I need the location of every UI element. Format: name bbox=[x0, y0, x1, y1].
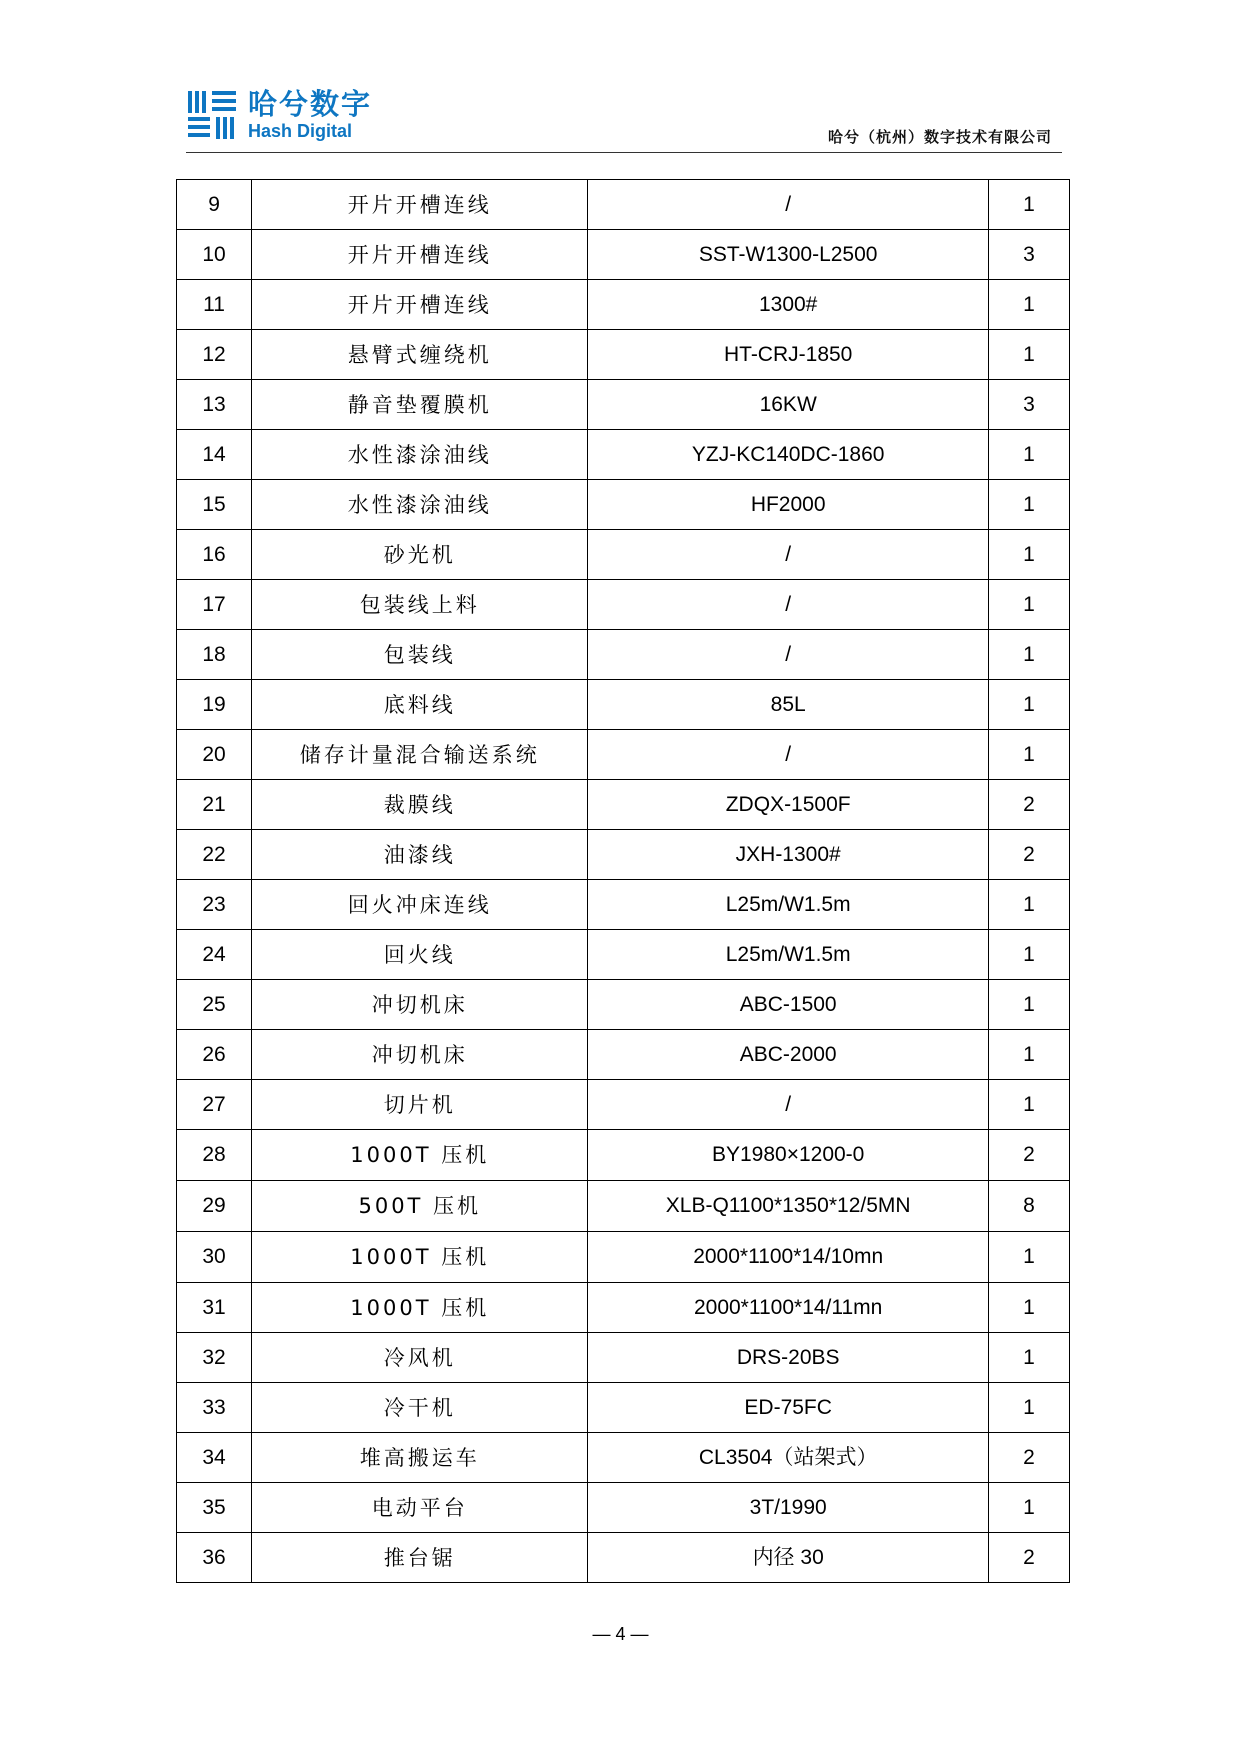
row-number-cell: 12 bbox=[177, 330, 252, 380]
equipment-name-cell: 包装线上料 bbox=[252, 580, 588, 630]
row-number-cell: 29 bbox=[177, 1181, 252, 1232]
equipment-name-cell: 冲切机床 bbox=[252, 980, 588, 1030]
row-number-cell: 13 bbox=[177, 380, 252, 430]
equipment-model-cell: ZDQX-1500F bbox=[588, 780, 988, 830]
row-number-cell: 33 bbox=[177, 1383, 252, 1433]
row-number-cell: 10 bbox=[177, 230, 252, 280]
equipment-name-cell: 冷干机 bbox=[252, 1383, 588, 1433]
equipment-model-cell: ABC-1500 bbox=[588, 980, 988, 1030]
equipment-quantity-cell: 1 bbox=[988, 180, 1069, 230]
equipment-name-cell: 回火冲床连线 bbox=[252, 880, 588, 930]
equipment-quantity-cell: 1 bbox=[988, 1333, 1069, 1383]
equipment-model-cell: BY1980×1200-0 bbox=[588, 1130, 988, 1181]
equipment-model-cell: L25m/W1.5m bbox=[588, 930, 988, 980]
equipment-model-cell: / bbox=[588, 530, 988, 580]
equipment-quantity-cell: 1 bbox=[988, 280, 1069, 330]
equipment-model-cell: HF2000 bbox=[588, 480, 988, 530]
equipment-model-cell: DRS-20BS bbox=[588, 1333, 988, 1383]
equipment-quantity-cell: 1 bbox=[988, 880, 1069, 930]
equipment-model-cell: / bbox=[588, 180, 988, 230]
equipment-name-cell: 包装线 bbox=[252, 630, 588, 680]
equipment-quantity-cell: 1 bbox=[988, 580, 1069, 630]
equipment-quantity-cell: 2 bbox=[988, 830, 1069, 880]
equipment-model-cell: 3T/1990 bbox=[588, 1483, 988, 1533]
table-row bbox=[177, 530, 1070, 580]
table-row bbox=[177, 930, 1070, 980]
row-number-cell: 11 bbox=[177, 280, 252, 330]
equipment-model-cell: 1300# bbox=[588, 280, 988, 330]
equipment-quantity-cell: 2 bbox=[988, 1533, 1069, 1583]
equipment-quantity-cell: 1 bbox=[988, 730, 1069, 780]
table-row bbox=[177, 1533, 1070, 1583]
table-row bbox=[177, 1030, 1070, 1080]
table-row bbox=[177, 1130, 1070, 1181]
row-number-cell: 15 bbox=[177, 480, 252, 530]
row-number-cell: 36 bbox=[177, 1533, 252, 1583]
table-row bbox=[177, 630, 1070, 680]
table-row bbox=[177, 880, 1070, 930]
equipment-name-cell: 裁膜线 bbox=[252, 780, 588, 830]
equipment-quantity-cell: 1 bbox=[988, 1483, 1069, 1533]
row-number-cell: 9 bbox=[177, 180, 252, 230]
equipment-quantity-cell: 2 bbox=[988, 1130, 1069, 1181]
table-row bbox=[177, 1080, 1070, 1130]
row-number-cell: 24 bbox=[177, 930, 252, 980]
equipment-quantity-cell: 1 bbox=[988, 430, 1069, 480]
equipment-model-cell: 内径 30 bbox=[588, 1533, 988, 1583]
equipment-model-cell: CL3504（站架式） bbox=[588, 1433, 988, 1483]
equipment-model-cell: HT-CRJ-1850 bbox=[588, 330, 988, 380]
equipment-name-cell: 储存计量混合输送系统 bbox=[252, 730, 588, 780]
equipment-name-cell: 推台锯 bbox=[252, 1533, 588, 1583]
row-number-cell: 22 bbox=[177, 830, 252, 880]
equipment-name-cell: 电动平台 bbox=[252, 1483, 588, 1533]
equipment-model-cell: ABC-2000 bbox=[588, 1030, 988, 1080]
row-number-cell: 28 bbox=[177, 1130, 252, 1181]
table-row bbox=[177, 780, 1070, 830]
equipment-quantity-cell: 2 bbox=[988, 1433, 1069, 1483]
equipment-model-cell: 85L bbox=[588, 680, 988, 730]
equipment-model-cell: 16KW bbox=[588, 380, 988, 430]
equipment-model-cell: / bbox=[588, 1080, 988, 1130]
equipment-name-cell: 冲切机床 bbox=[252, 1030, 588, 1080]
equipment-model-cell: 2000*1100*14/10mn bbox=[588, 1232, 988, 1283]
equipment-name-cell: 砂光机 bbox=[252, 530, 588, 580]
row-number-cell: 14 bbox=[177, 430, 252, 480]
equipment-quantity-cell: 3 bbox=[988, 230, 1069, 280]
row-number-cell: 35 bbox=[177, 1483, 252, 1533]
equipment-quantity-cell: 8 bbox=[988, 1181, 1069, 1232]
equipment-quantity-cell: 1 bbox=[988, 1232, 1069, 1283]
table-row bbox=[177, 680, 1070, 730]
row-number-cell: 17 bbox=[177, 580, 252, 630]
equipment-name-cell: 冷风机 bbox=[252, 1333, 588, 1383]
table-row bbox=[177, 230, 1070, 280]
equipment-name-cell: 1000T 压机 bbox=[252, 1130, 588, 1181]
equipment-model-cell: L25m/W1.5m bbox=[588, 880, 988, 930]
equipment-model-cell: JXH-1300# bbox=[588, 830, 988, 880]
table-row bbox=[177, 980, 1070, 1030]
equipment-name-cell: 水性漆涂油线 bbox=[252, 430, 588, 480]
equipment-name-cell: 底料线 bbox=[252, 680, 588, 730]
equipment-quantity-cell: 1 bbox=[988, 1030, 1069, 1080]
header-divider bbox=[186, 152, 1062, 153]
table-row bbox=[177, 180, 1070, 230]
equipment-name-cell: 1000T 压机 bbox=[252, 1283, 588, 1333]
table-row bbox=[177, 730, 1070, 780]
equipment-model-cell: / bbox=[588, 630, 988, 680]
equipment-table bbox=[176, 179, 1070, 1583]
row-number-cell: 25 bbox=[177, 980, 252, 1030]
equipment-model-cell: / bbox=[588, 580, 988, 630]
equipment-quantity-cell: 1 bbox=[988, 480, 1069, 530]
table-row bbox=[177, 1383, 1070, 1433]
equipment-quantity-cell: 1 bbox=[988, 980, 1069, 1030]
equipment-model-cell: YZJ-KC140DC-1860 bbox=[588, 430, 988, 480]
row-number-cell: 19 bbox=[177, 680, 252, 730]
company-name: 哈兮（杭州）数字技术有限公司 bbox=[827, 128, 1052, 146]
company-logo bbox=[186, 86, 372, 144]
logo-chinese-name: 哈兮数字 bbox=[248, 87, 373, 121]
table-row bbox=[177, 480, 1070, 530]
page-number: — 4 — bbox=[592, 1624, 649, 1644]
table-row bbox=[177, 430, 1070, 480]
equipment-quantity-cell: 2 bbox=[988, 780, 1069, 830]
table-row bbox=[177, 830, 1070, 880]
table-row bbox=[177, 1433, 1070, 1483]
table-row bbox=[177, 1483, 1070, 1533]
equipment-quantity-cell: 1 bbox=[988, 1080, 1069, 1130]
equipment-quantity-cell: 1 bbox=[988, 530, 1069, 580]
row-number-cell: 23 bbox=[177, 880, 252, 930]
equipment-name-cell: 500T 压机 bbox=[252, 1181, 588, 1232]
row-number-cell: 27 bbox=[177, 1080, 252, 1130]
row-number-cell: 21 bbox=[177, 780, 252, 830]
equipment-table-body bbox=[177, 180, 1070, 1583]
equipment-name-cell: 开片开槽连线 bbox=[252, 180, 588, 230]
equipment-model-cell: XLB-Q1100*1350*12/5MN bbox=[588, 1181, 988, 1232]
row-number-cell: 16 bbox=[177, 530, 252, 580]
equipment-quantity-cell: 1 bbox=[988, 630, 1069, 680]
equipment-name-cell: 悬臂式缠绕机 bbox=[252, 330, 588, 380]
equipment-quantity-cell: 1 bbox=[988, 1283, 1069, 1333]
equipment-name-cell: 水性漆涂油线 bbox=[252, 480, 588, 530]
equipment-quantity-cell: 1 bbox=[988, 330, 1069, 380]
row-number-cell: 30 bbox=[177, 1232, 252, 1283]
table-row bbox=[177, 1333, 1070, 1383]
equipment-quantity-cell: 1 bbox=[988, 680, 1069, 730]
row-number-cell: 18 bbox=[177, 630, 252, 680]
equipment-name-cell: 静音垫覆膜机 bbox=[252, 380, 588, 430]
equipment-quantity-cell: 1 bbox=[988, 1383, 1069, 1433]
row-number-cell: 26 bbox=[177, 1030, 252, 1080]
row-number-cell: 31 bbox=[177, 1283, 252, 1333]
table-row bbox=[177, 1283, 1070, 1333]
row-number-cell: 32 bbox=[177, 1333, 252, 1383]
table-row bbox=[177, 330, 1070, 380]
equipment-name-cell: 堆高搬运车 bbox=[252, 1433, 588, 1483]
page-header bbox=[186, 86, 1062, 154]
table-row bbox=[177, 580, 1070, 630]
equipment-name-cell: 回火线 bbox=[252, 930, 588, 980]
equipment-model-cell: SST-W1300-L2500 bbox=[588, 230, 988, 280]
table-row bbox=[177, 280, 1070, 330]
row-number-cell: 34 bbox=[177, 1433, 252, 1483]
table-row bbox=[177, 1232, 1070, 1283]
equipment-model-cell: / bbox=[588, 730, 988, 780]
table-row bbox=[177, 380, 1070, 430]
equipment-model-cell: 2000*1100*14/11mn bbox=[588, 1283, 988, 1333]
equipment-name-cell: 油漆线 bbox=[252, 830, 588, 880]
row-number-cell: 20 bbox=[177, 730, 252, 780]
equipment-name-cell: 开片开槽连线 bbox=[252, 230, 588, 280]
equipment-model-cell: ED-75FC bbox=[588, 1383, 988, 1433]
equipment-name-cell: 切片机 bbox=[252, 1080, 588, 1130]
equipment-name-cell: 开片开槽连线 bbox=[252, 280, 588, 330]
equipment-name-cell: 1000T 压机 bbox=[252, 1232, 588, 1283]
table-row bbox=[177, 1181, 1070, 1232]
equipment-quantity-cell: 1 bbox=[988, 930, 1069, 980]
equipment-quantity-cell: 3 bbox=[988, 380, 1069, 430]
logo-english-name: Hash Digital bbox=[248, 121, 353, 141]
hash-digital-logo-icon bbox=[186, 89, 238, 141]
